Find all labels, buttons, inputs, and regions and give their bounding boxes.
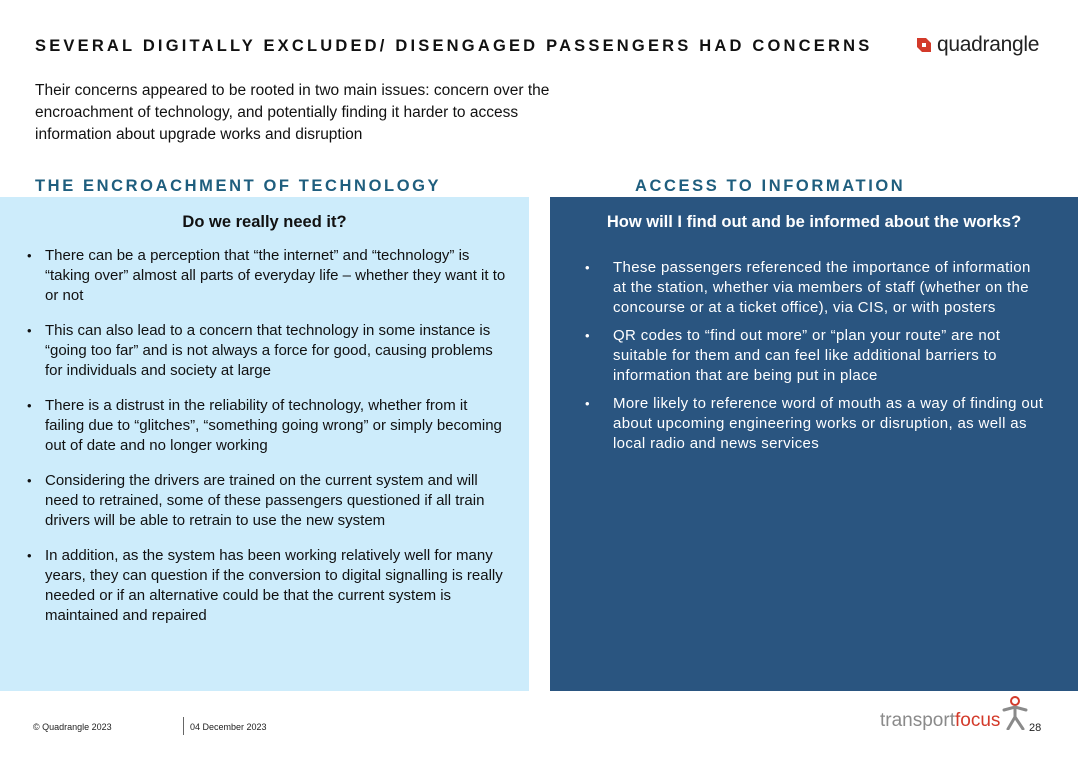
list-item: • Considering the drivers are trained on the current system and will need to retrained, some of these passengers questioned if all train drivers will be able to retrain to use the new system — [27, 471, 507, 531]
transportfocus-logo — [880, 696, 1028, 732]
transportfocus-figure-icon — [1002, 696, 1028, 730]
transportfocus-logo-part1: transport — [880, 710, 955, 731]
list-item: • This can also lead to a concern that technology in some instance is “going too far” and is not always a force for good, causing problems for individuals and society at large — [27, 321, 507, 381]
quadrangle-logo — [917, 33, 1039, 57]
slide-title: SEVERAL DIGITALLY EXCLUDED/ DISENGAGED PASSENGERS HAD CONCERNS — [35, 37, 873, 55]
right-panel-question: How will I find out and be informed about the works? — [606, 213, 1022, 231]
quadrangle-logo-mark-icon — [917, 38, 931, 52]
left-section-heading: THE ENCROACHMENT OF TECHNOLOGY — [35, 177, 442, 195]
quadrangle-logo-text: quadrangle — [937, 33, 1040, 56]
intro-text: Their concerns appeared to be rooted in two main issues: concern over the encroachment of technology, and potentially finding it harder to access information about upgrade works and disruption — [35, 82, 550, 143]
list-item: • QR codes to “find out more” or “plan your route” are not suitable for them and can feel like additional barriers to information that are being put in place — [585, 326, 1048, 386]
left-panel-question: Do we really need it? — [182, 213, 347, 231]
list-item: • These passengers referenced the importance of information at the station, whether via members of staff (whether on the concourse or at a ticket office), via CIS, or with posters — [585, 258, 1048, 318]
list-item: • There can be a perception that “the internet” and “technology” is “taking over” almost all parts of everyday life – whether they want it to or not — [27, 246, 507, 306]
list-item: • In addition, as the system has been working relatively well for many years, they can question if the conversion to digital signalling is really needed or if an alternative could be that the current system is maintained and repaired — [27, 546, 507, 626]
right-bullet-list — [550, 258, 1078, 454]
list-item: • There is a distrust in the reliability of technology, whether from it failing due to “glitches”, “something going wrong” or simply becoming out of date and no longer working — [27, 396, 507, 456]
footer-date: 04 December 2023 — [190, 722, 267, 732]
page-number: 28 — [1029, 722, 1042, 734]
access-info-panel — [550, 197, 1078, 691]
encroachment-panel — [0, 197, 529, 691]
list-item: • More likely to reference word of mouth as a way of finding out about upcoming engineering works or disruption, as well as local radio and news services — [585, 394, 1048, 454]
footer-copyright: © Quadrangle 2023 — [33, 722, 112, 732]
footer-divider — [183, 717, 184, 735]
transportfocus-logo-part2: focus — [954, 710, 1001, 731]
right-section-heading: ACCESS TO INFORMATION — [635, 177, 906, 195]
left-bullet-list — [0, 246, 529, 626]
